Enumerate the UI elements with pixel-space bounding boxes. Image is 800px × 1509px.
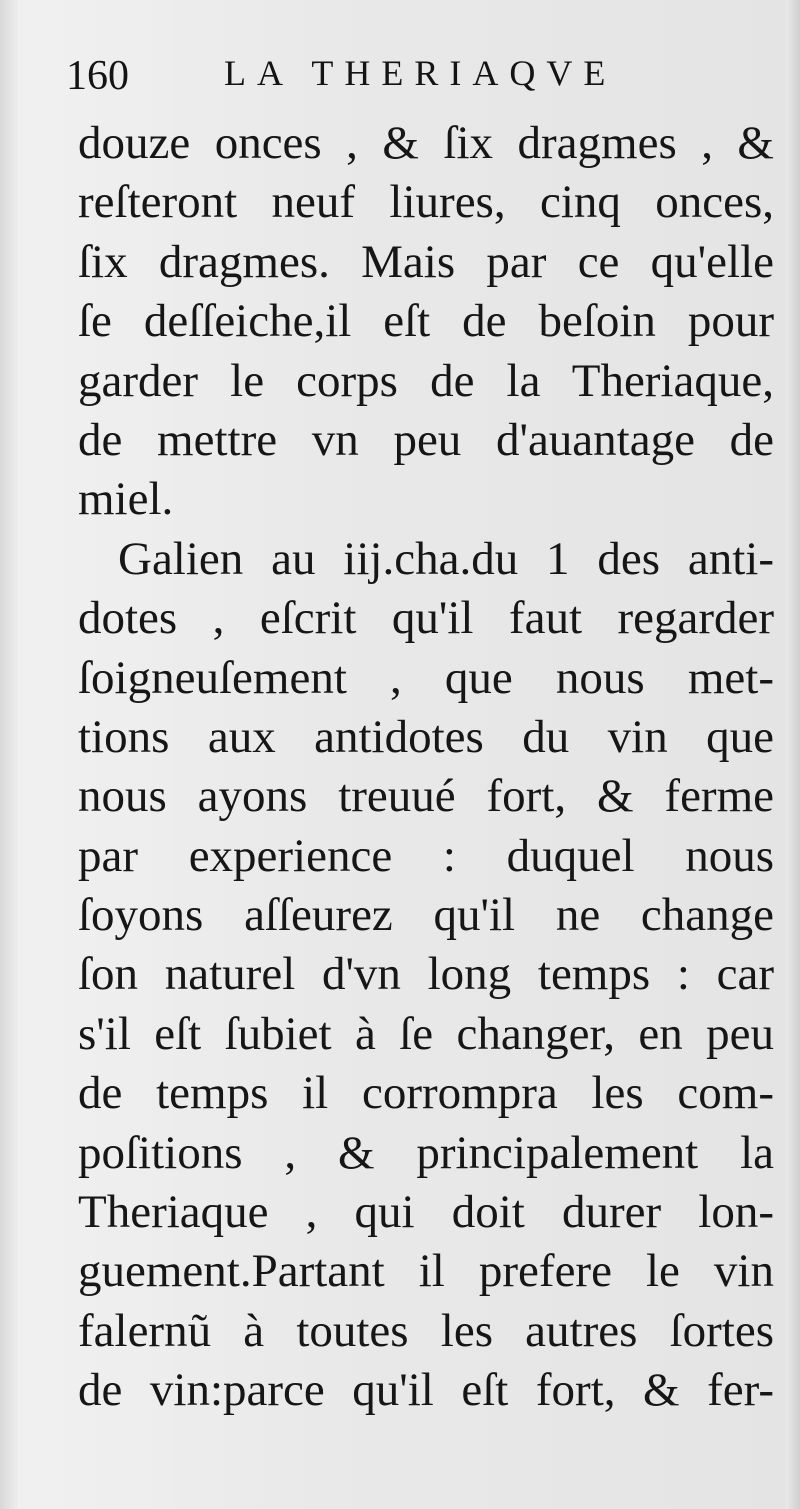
text-line: Theriaque , qui doit durer lon- — [78, 1186, 774, 1239]
paragraph-start-line: Galien au iij.cha.du 1 des anti- — [118, 532, 774, 585]
text-line: ſix dragmes. Mais par ce qu'elle — [78, 235, 774, 288]
text-line: miel. — [78, 473, 174, 526]
page-number: 160 — [66, 53, 129, 99]
body-text — [78, 114, 774, 1421]
text-line: de temps il corrompra les com- — [78, 1067, 774, 1120]
page-gutter-shadow — [0, 0, 18, 1509]
text-line: falernũ à toutes les autres ſortes — [78, 1304, 774, 1357]
text-line: ſe deſſeiche,il eſt de beſoin pour — [78, 295, 774, 348]
text-line: par experience : duquel nous — [78, 829, 774, 882]
text-line: dotes , eſcrit qu'il faut regarder — [78, 592, 774, 645]
text-line: garder le corps de la Theriaque, — [78, 354, 774, 407]
text-line: s'il eſt ſubiet à ſe changer, en peu — [78, 1007, 774, 1060]
text-line: tions aux antidotes du vin que — [78, 710, 774, 763]
text-line: reſteront neuf liures, cinq onces, — [78, 176, 774, 229]
text-line: douze onces , & ſix dragmes , & — [78, 117, 774, 169]
running-title: LA THERIAQVE — [224, 53, 617, 93]
text-line: poſitions , & principalement la — [78, 1126, 774, 1179]
page-edge-shadow — [786, 0, 800, 1509]
text-line: de mettre vn peu d'auantage de — [78, 413, 774, 466]
text-line: ſon naturel d'vn long temps : car — [78, 948, 774, 1001]
text-line: guement.Partant il prefere le vin — [78, 1245, 774, 1298]
text-line: ſoyons aſſeurez qu'il ne change — [78, 889, 774, 942]
text-line: nous ayons treuué fort, & ferme — [78, 770, 774, 823]
text-line: ſoigneuſement , que nous met- — [78, 651, 774, 704]
text-line: de vin:parce qu'il eſt fort, & fer- — [78, 1364, 774, 1417]
